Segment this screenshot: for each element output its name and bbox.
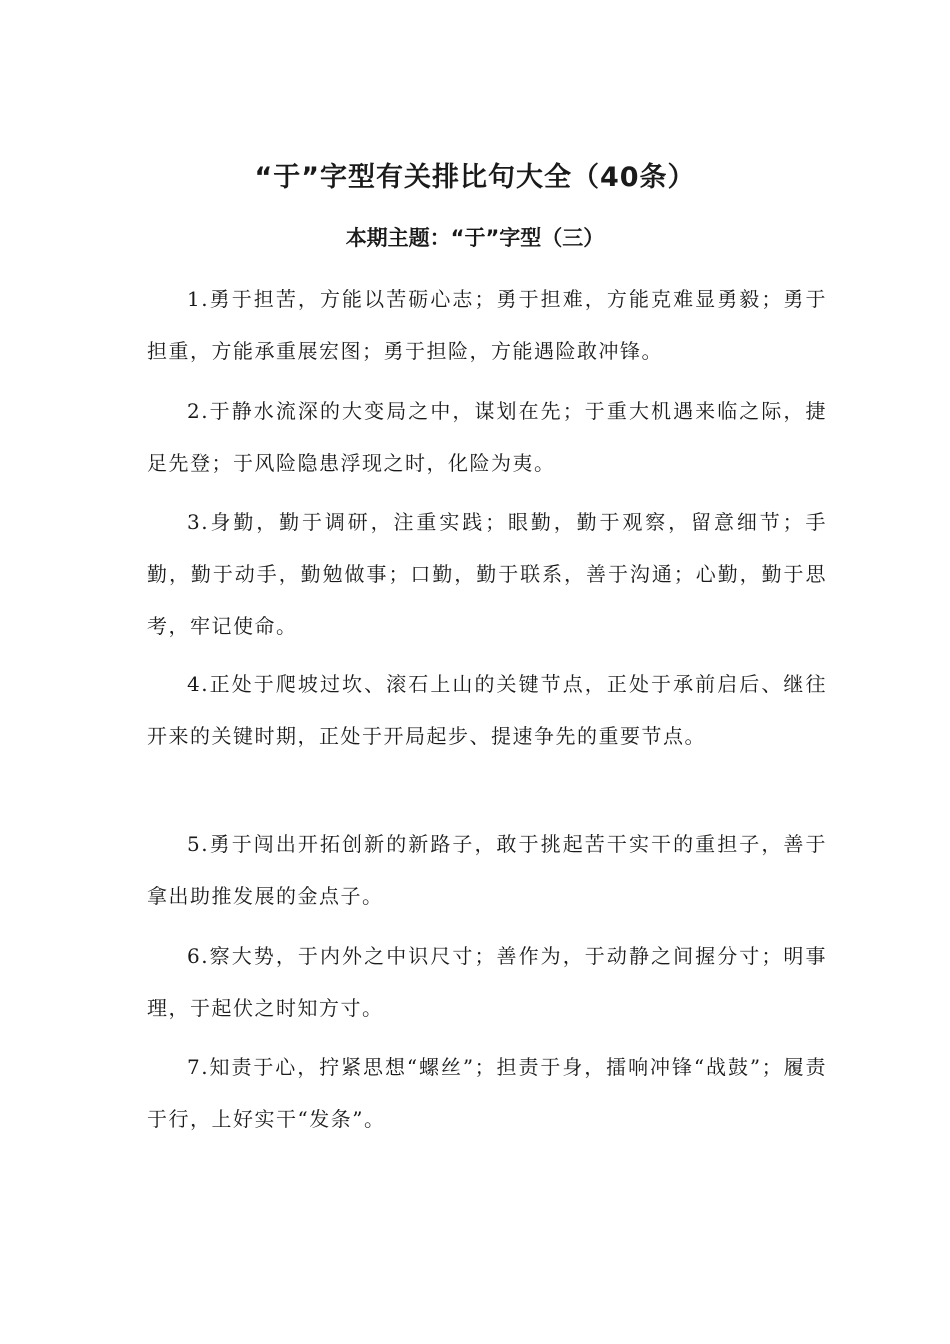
paragraph-5: 5.勇于闯出开拓创新的新路子，敢于挑起苦干实干的重担子，善于拿出助推发展的金点子。 <box>147 832 827 908</box>
paragraph-1: 1.勇于担苦，方能以苦砺心志；勇于担难，方能克难显勇毅；勇于担重，方能承重展宏图；勇于担险，方能遇险敢冲锋。 <box>147 287 827 363</box>
paragraph-7: 7.知责于心，拧紧思想“螺丝”；担责于身，擂响冲锋“战鼓”；履责于行，上好实干“发条”。 <box>147 1055 827 1131</box>
document-title: “于”字型有关排比句大全（40条） <box>254 162 696 193</box>
paragraph-2: 2.于静水流深的大变局之中，谋划在先；于重大机遇来临之际，捷足先登；于风险隐患浮现之时，化险为夷。 <box>147 399 827 475</box>
document-subtitle: 本期主题：“于”字型（三） <box>345 226 605 250</box>
paragraph-6: 6.察大势，于内外之中识尺寸；善作为，于动静之间握分寸；明事理，于起伏之时知方寸。 <box>147 944 827 1020</box>
paragraph-3: 3.身勤，勤于调研，注重实践；眼勤，勤于观察，留意细节；手勤，勤于动手，勤勉做事；口勤，勤于联系，善于沟通；心勤，勤于思考，牢记使命。 <box>147 510 827 638</box>
paragraph-4: 4.正处于爬坡过坎、滚石上山的关键节点，正处于承前启后、继往开来的关键时期，正处于开局起步、提速争先的重要节点。 <box>147 672 827 748</box>
